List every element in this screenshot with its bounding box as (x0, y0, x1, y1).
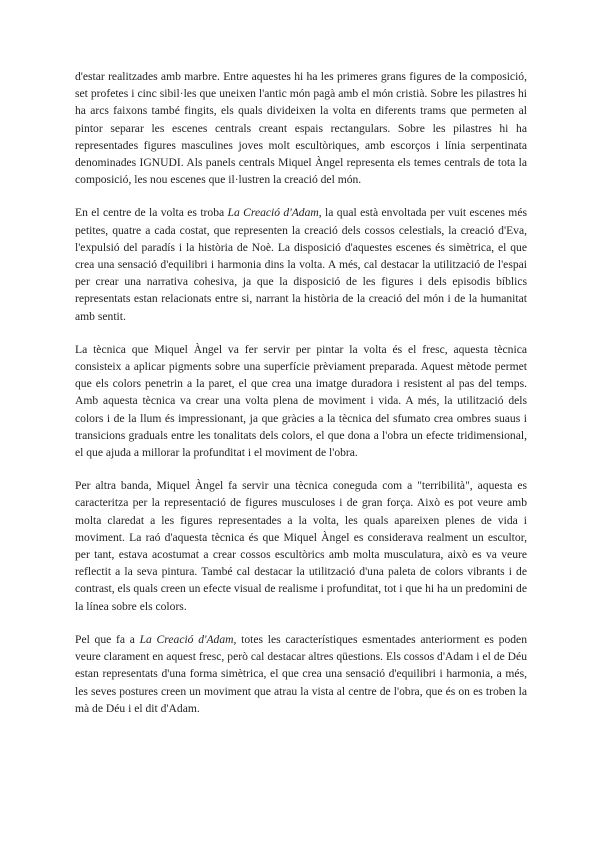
paragraph-4-text: Per altra banda, Miquel Àngel fa servir una tècnica coneguda com a "terribilità", aquesta es caracteritza per la representació de figures musculoses i de gran força. Això es pot veure amb molta claredat a les figures representades a la volta, les quals apareixen plenes de vida i moviment. La raó d'aquesta tècnica és que Miquel Àngel es considerava realment un escultor, per tant, estava acostumat a crear cossos escultòrics amb molta musculatura, això es va veure reflectit a la seva pintura. També cal destacar la utilització d'una paleta de colors vibrants i de contrast, els quals creen un efecte visual de realisme i profunditat, tot i que hi ha un predomini de la línea sobre els colors. (75, 479, 527, 613)
paragraph-5-text-start: Pel que fa a (75, 632, 140, 646)
artwork-title: La Creació d'Adam (227, 206, 319, 220)
paragraph-3-text: La tècnica que Miquel Àngel va fer servir per pintar la volta és el fresc, aquesta tècnica consisteix a aplicar pigments sobre una superfície prèviament preparada. Aquest mètode permet que els colors penetrin a la paret, el que crea una imatge duradora i resistent al pas del temps. Amb aquesta tècnica va crear una volta plena de moviment i vida. A més, la utilització dels colors i de la llum és impressionant, ja que gràcies a la tècnica del sfumato crea ombres suaus i transicions graduals entre les tonalitats dels colors, el que dona a l'obra un efecte tridimensional, el que ajuda a millorar la profunditat i el moviment de l'obra. (75, 342, 527, 460)
paragraph-2-text-end: , la qual està envoltada per vuit escenes més petites, quatre a cada costat, que representen la creació dels cossos celestials, la creació d'Eva, l'expulsió del paradís i la història de Noè. La disposició d'aquestes escenes és simètrica, el que crea una sensació d'equilibri i harmonia dins la volta. A més, cal destacar la utilització de l'espai per crear una narrativa cohesiva, ja que la disposició de les figures i dels episodis bíblics representats estan relacionats entre si, narrant la història de la creació del món i de la humanitat amb sentit. (75, 206, 527, 323)
document-page (75, 68, 527, 733)
artwork-title: La Creació d'Adam (139, 632, 234, 646)
paragraph-5 (75, 631, 527, 717)
paragraph-5-text-end: , totes les característiques esmentades anteriorment es poden veure clarament en aquest fresc, però cal destacar altres qüestions. Els cossos d'Adam i el de Déu estan representats d'una forma simètrica, el que crea una sensació d'equilibri i harmonia, a més, les seves postures creen un moviment que atrau la vista al centre de l'obra, que és on es troben la mà de Déu i el dit d'Adam. (75, 632, 527, 715)
paragraph-1-text: d'estar realitzades amb marbre. Entre aquestes hi ha les primeres grans figures de la composició, set profetes i cinc sibil·les que uneixen l'antic món pagà amb el món cristià. Sobre les pilastres hi ha arcs faixons també fingits, els quals divideixen la volta en diferents trams que permeten al pintor separar les escenes centrals creant espais rectangulars. Sobre les pilastres hi ha representades figures masculines joves molt escultòriques, amb escorços i línia serpentinata denominades IGNUDI. Als panels centrals Miquel Àngel representa els temes centrals de tota la composició, les nou escenes que il·lustren la creació del món. (75, 70, 527, 187)
paragraph-4 (75, 477, 527, 615)
paragraph-2 (75, 204, 527, 324)
paragraph-3 (75, 341, 527, 461)
paragraph-2-text-start: En el centre de la volta es troba (75, 206, 228, 220)
paragraph-1 (75, 68, 527, 188)
